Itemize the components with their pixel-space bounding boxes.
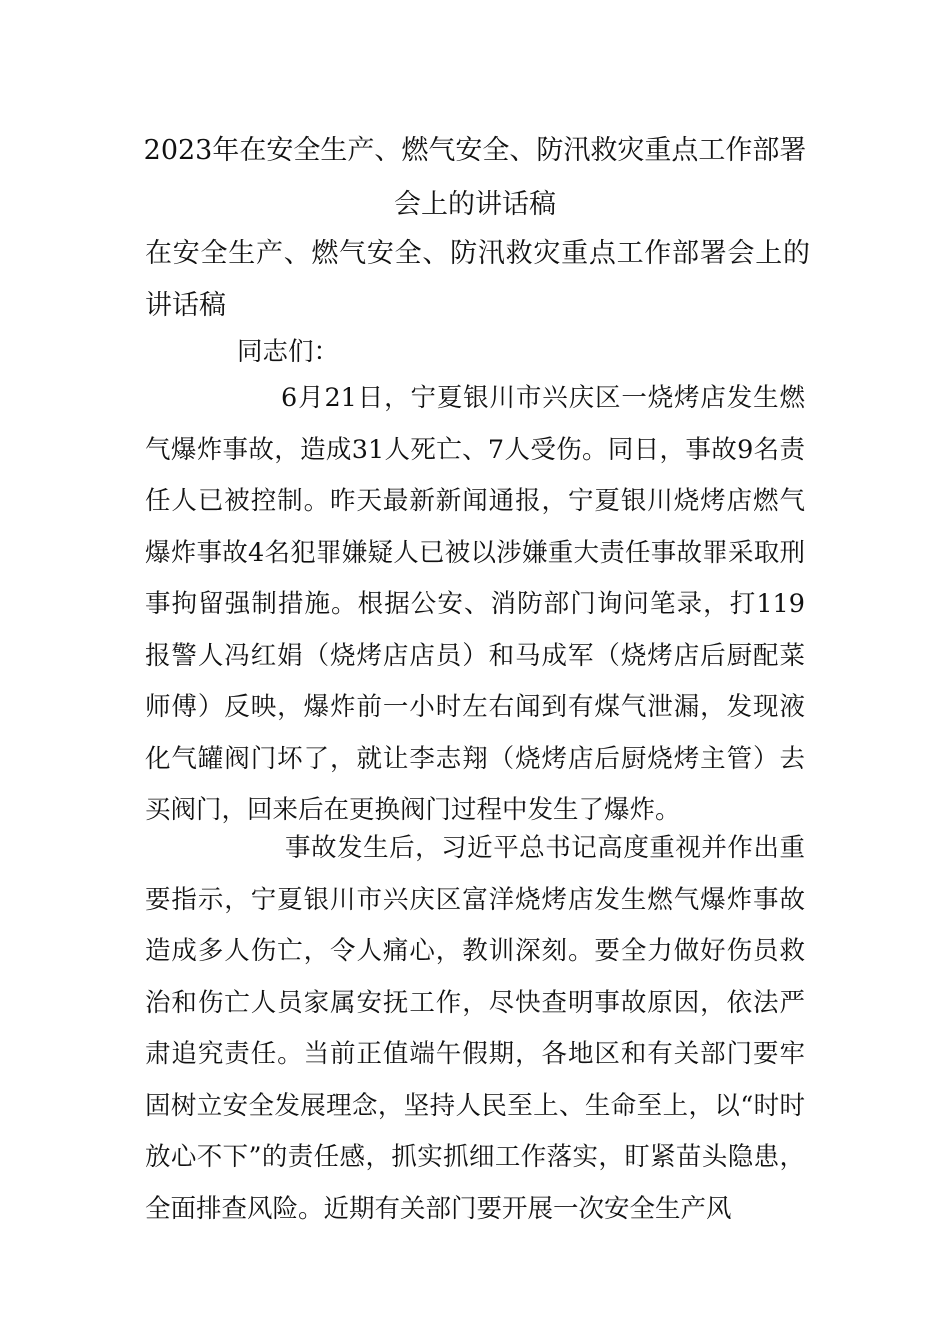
document-title: 2023年在安全生产、燃气安全、防汛救灾重点工作部署会上的讲话稿: [143, 135, 807, 220]
greeting: 同志们：: [237, 337, 340, 367]
body-paragraph: 事故发生后，习近平总书记高度重视并作出重要指示，宁夏银川市兴庆区富洋烧烤店发生燃气爆炸事故造成多人伤亡，令人痛心，教训深刻。要全力做好伤员救治和伤亡人员家属安抚工作，尽快查明事故原因，依法严肃追究责任。当前正值端午假期，各地区和有关部门要牢固树立安全发展理念，坚持人民至上、生命至上，以“时时放心不下”的责任感，抓实抓细工作落实，盯紧苗头隐患，全面排查风险。近期有关部门要开展一次安全生产风: [145, 833, 805, 1224]
document-subtitle: 在安全生产、燃气安全、防汛救灾重点工作部署会上的讲话稿: [145, 238, 810, 321]
body-paragraph: 6月21日，宁夏银川市兴庆区一烧烤店发生燃气爆炸事故，造成31人死亡、7人受伤。同日，事故9名责任人已被控制。昨天最新新闻通报，宁夏银川烧烤店燃气爆炸事故4名犯罪嫌疑人已被以涉嫌重大责任事故罪采取刑事拘留强制措施。根据公安、消防部门询问笔录，打119报警人冯红娟（烧烤店店员）和马成军（烧烤店后厨配菜师傅）反映，爆炸前一小时左右闻到有煤气泄漏，发现液化气罐阀门坏了，就让李志翔（烧烤店后厨烧烤主管）去买阀门，回来后在更换阀门过程中发生了爆炸。: [145, 383, 805, 825]
